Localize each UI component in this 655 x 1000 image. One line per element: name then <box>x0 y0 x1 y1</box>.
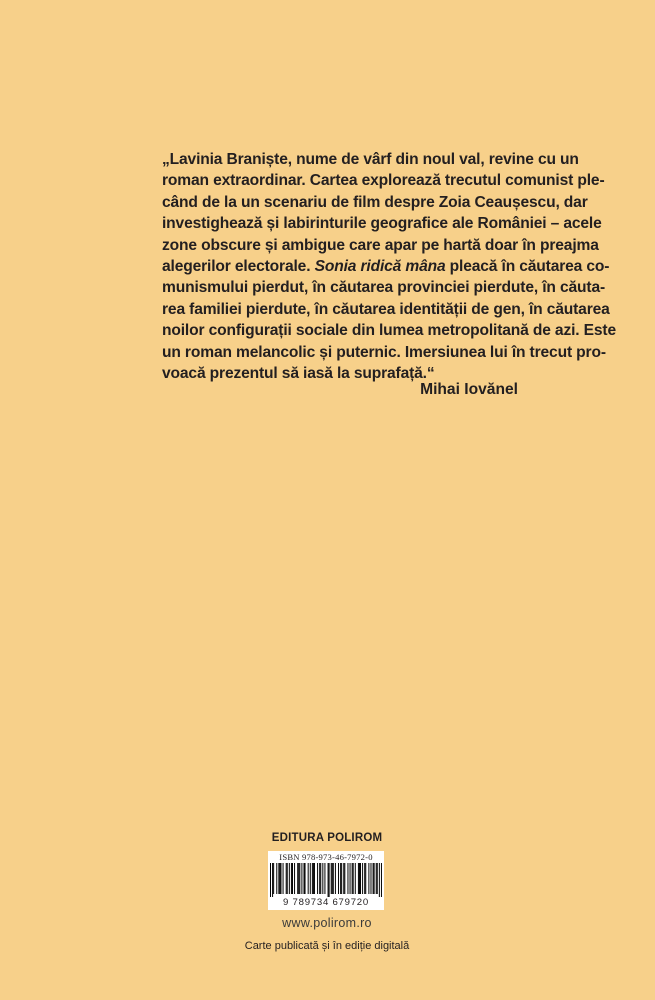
isbn-text: ISBN 978-973-46-7972-0 <box>279 852 373 862</box>
quote-line: când de la un scenariu de film despre Zoia Ceaușescu, dar <box>162 193 588 211</box>
quote-line: munismului pierdut, în căutarea provinciei pierdute, în căuta- <box>162 279 606 297</box>
quote-text: alegerilor electorale. <box>162 258 315 276</box>
publisher-name: EDITURA POLIROM <box>271 832 383 844</box>
quote-line: rea familiei pierdute, în căutarea identității de gen, în căutarea <box>162 300 610 318</box>
quote-text: pleacă în căutarea co- <box>445 258 610 276</box>
book-title: Sonia ridică mâna <box>314 258 446 276</box>
quote-line: noilor configurații sociale din lumea metropolitană de azi. Este <box>162 322 616 340</box>
quote-line: voacă prezentul să iasă la suprafață.“ <box>162 365 435 383</box>
publisher-website[interactable]: www.polirom.ro <box>282 916 372 930</box>
quote-line: roman extraordinar. Cartea explorează trecutul comunist ple- <box>162 172 605 190</box>
quote-line: un roman melancolic și puternic. Imersiunea lui în trecut pro- <box>162 343 606 361</box>
quote-author: Mihai Iovănel <box>420 381 518 398</box>
digital-edition-note: Carte publicată și în ediție digitală <box>244 940 410 952</box>
quote-line: investighează și labirinturile geografice ale României – acele <box>162 215 602 233</box>
isbn-barcode <box>268 851 384 910</box>
barcode-digits: 9 789734 679720 <box>283 897 369 908</box>
quote-line: zone obscure și ambigue care apar pe hartă doar în preajma <box>162 236 599 254</box>
quote-line <box>162 256 610 277</box>
quote-line: „Lavinia Braniște, nume de vârf din noul val, revine cu un <box>162 151 579 168</box>
barcode-icon <box>270 863 382 897</box>
blurb-quote <box>162 149 616 384</box>
